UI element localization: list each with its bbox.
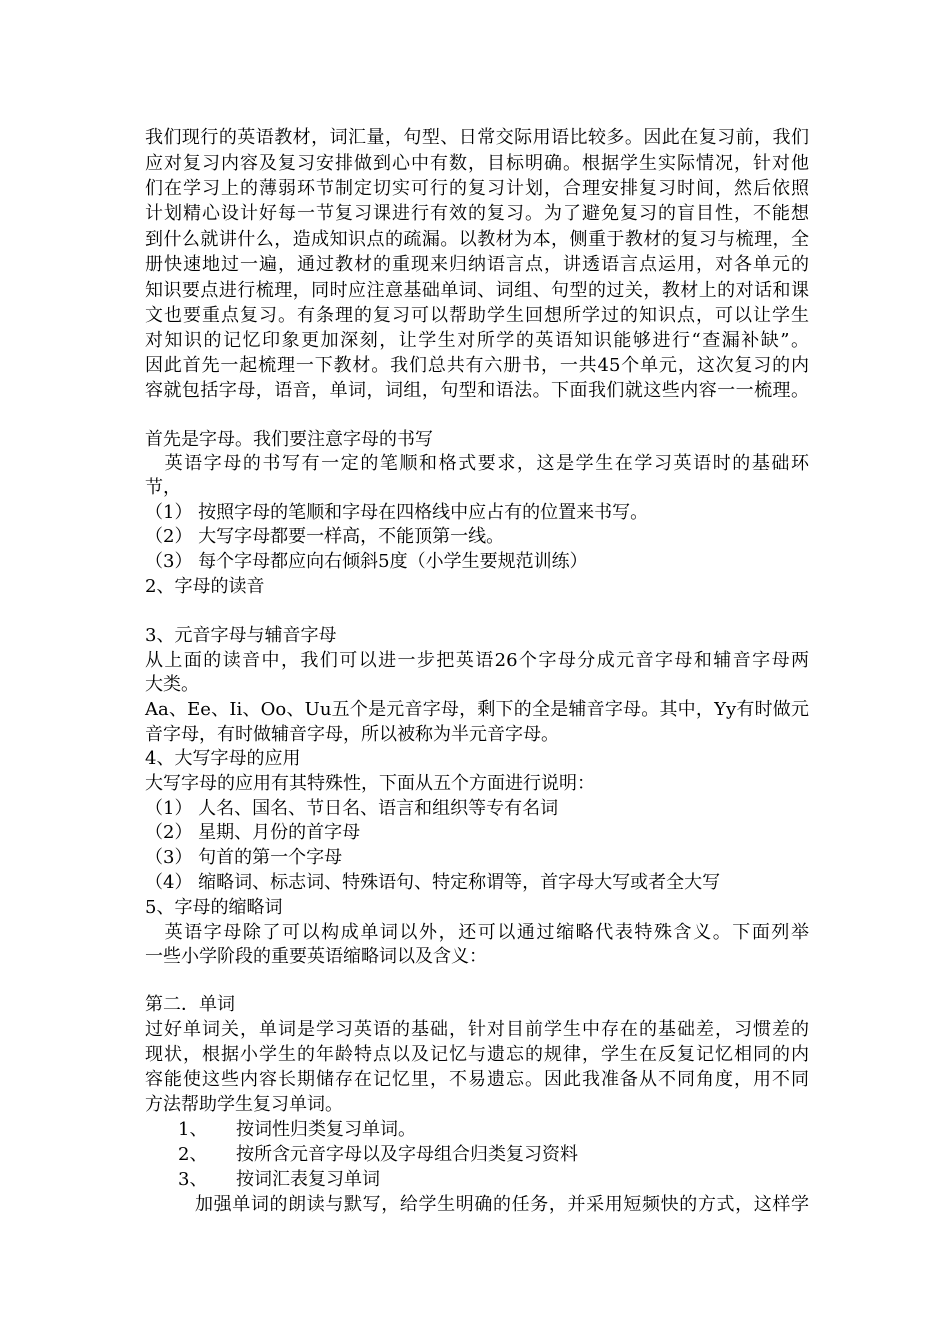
words-line: 过好单词关，单词是学习英语的基础，针对目前学生中存在的基础差，习惯差的	[145, 1019, 809, 1040]
letters-paragraph-line: 英语字母的书写有一定的笔顺和格式要求，这是学生在学习英语时的基础环	[145, 453, 809, 474]
section3-line: 音字母，有时做辅音字母，所以被称为半元音字母。	[145, 724, 559, 745]
intro-line: 册快速地过一遍，通过教材的重现来归纳语言点，讲透语言点运用，对各单元的	[145, 254, 809, 275]
list-item-number: 3、	[178, 1169, 208, 1190]
section3-line: Aa、Ee、Ii、Oo、Uu五个是元音字母，剩下的全是辅音字母。其中，Yy有时做元	[145, 699, 809, 720]
section-heading: 5、字母的缩略词	[145, 897, 283, 918]
section5-line: 英语字母除了可以构成单词以外，还可以通过缩略代表特殊含义。下面列举	[145, 922, 809, 943]
list-item: （4） 缩略词、标志词、特殊语句、特定称谓等，首字母大写或者全大写	[145, 872, 721, 893]
letters-paragraph-line: 节，	[145, 477, 181, 498]
section4-intro: 大写字母的应用有其特殊性，下面从五个方面进行说明：	[145, 773, 595, 794]
list-item: 按词汇表复习单词	[236, 1169, 380, 1190]
section-heading: 2、字母的读音	[145, 576, 265, 597]
words-line: 现状，根据小学生的年龄特点以及记忆与遗忘的规律，学生在反复记忆相同的内	[145, 1044, 809, 1065]
section-heading: 3、元音字母与辅音字母	[145, 625, 337, 646]
section3-line: 从上面的读音中，我们可以进一步把英语26个字母分成元音字母和辅音字母两	[145, 650, 809, 671]
words-line: 方法帮助学生复习单词。	[145, 1094, 343, 1115]
words-last-line: 加强单词的朗读与默写，给学生明确的任务，并采用短频快的方式，这样学	[195, 1194, 809, 1215]
intro-line: 因此首先一起梳理一下教材。我们总共有六册书，一共45个单元，这次复习的内	[145, 355, 809, 376]
section-heading: 4、大写字母的应用	[145, 748, 301, 769]
section5-line: 一些小学阶段的重要英语缩略词以及含义：	[145, 946, 487, 967]
letters-heading: 首先是字母。我们要注意字母的书写	[145, 429, 433, 450]
list-item: （2） 星期、月份的首字母	[145, 822, 361, 843]
list-item: （3） 每个字母都应向右倾斜5度（小学生要规范训练）	[145, 551, 588, 572]
words-line: 容能使这些内容长期储存在记忆里，不易遗忘。因此我准备从不同角度，用不同	[145, 1069, 809, 1090]
list-item: （2） 大写字母都要一样高，不能顶第一线。	[145, 526, 505, 547]
intro-line: 们在学习上的薄弱环节制定切实可行的复习计划，合理安排复习时间，然后依照	[145, 178, 809, 199]
list-item: 按词性归类复习单词。	[236, 1119, 416, 1140]
intro-line: 计划精心设计好每一节复习课进行有效的复习。为了避免复习的盲目性，不能想	[145, 203, 809, 224]
list-item: （1） 人名、国名、节日名、语言和组织等专有名词	[145, 798, 559, 819]
list-item: （1） 按照字母的笔顺和字母在四格线中应占有的位置来书写。	[145, 502, 649, 523]
list-item-number: 2、	[178, 1144, 208, 1165]
intro-line: 到什么就讲什么，造成知识点的疏漏。以教材为本，侧重于教材的复习与梳理，全	[145, 229, 809, 250]
list-item: （3） 句首的第一个字母	[145, 847, 343, 868]
section3-line: 大类。	[145, 674, 199, 695]
intro-line: 容就包括字母，语音，单词，词组，句型和语法。下面我们就这些内容一一梳理。	[145, 380, 809, 401]
list-item-number: 1、	[178, 1119, 208, 1140]
section-heading: 第二．单词	[145, 994, 235, 1015]
intro-line: 应对复习内容及复习安排做到心中有数，目标明确。根据学生实际情况，针对他	[145, 153, 809, 174]
list-item: 按所含元音字母以及字母组合归类复习资料	[236, 1144, 578, 1165]
intro-line: 文也要重点复习。有条理的复习可以帮助学生回想所学过的知识点，可以让学生	[145, 305, 809, 326]
intro-line: 对知识的记忆印象更加深刻，让学生对所学的英语知识能够进行“查漏补缺”。	[145, 330, 809, 351]
intro-line: 我们现行的英语教材，词汇量，句型、日常交际用语比较多。因此在复习前，我们	[145, 127, 809, 148]
intro-line: 知识要点进行梳理，同时应注意基础单词、词组、句型的过关，教材上的对话和课	[145, 280, 809, 301]
